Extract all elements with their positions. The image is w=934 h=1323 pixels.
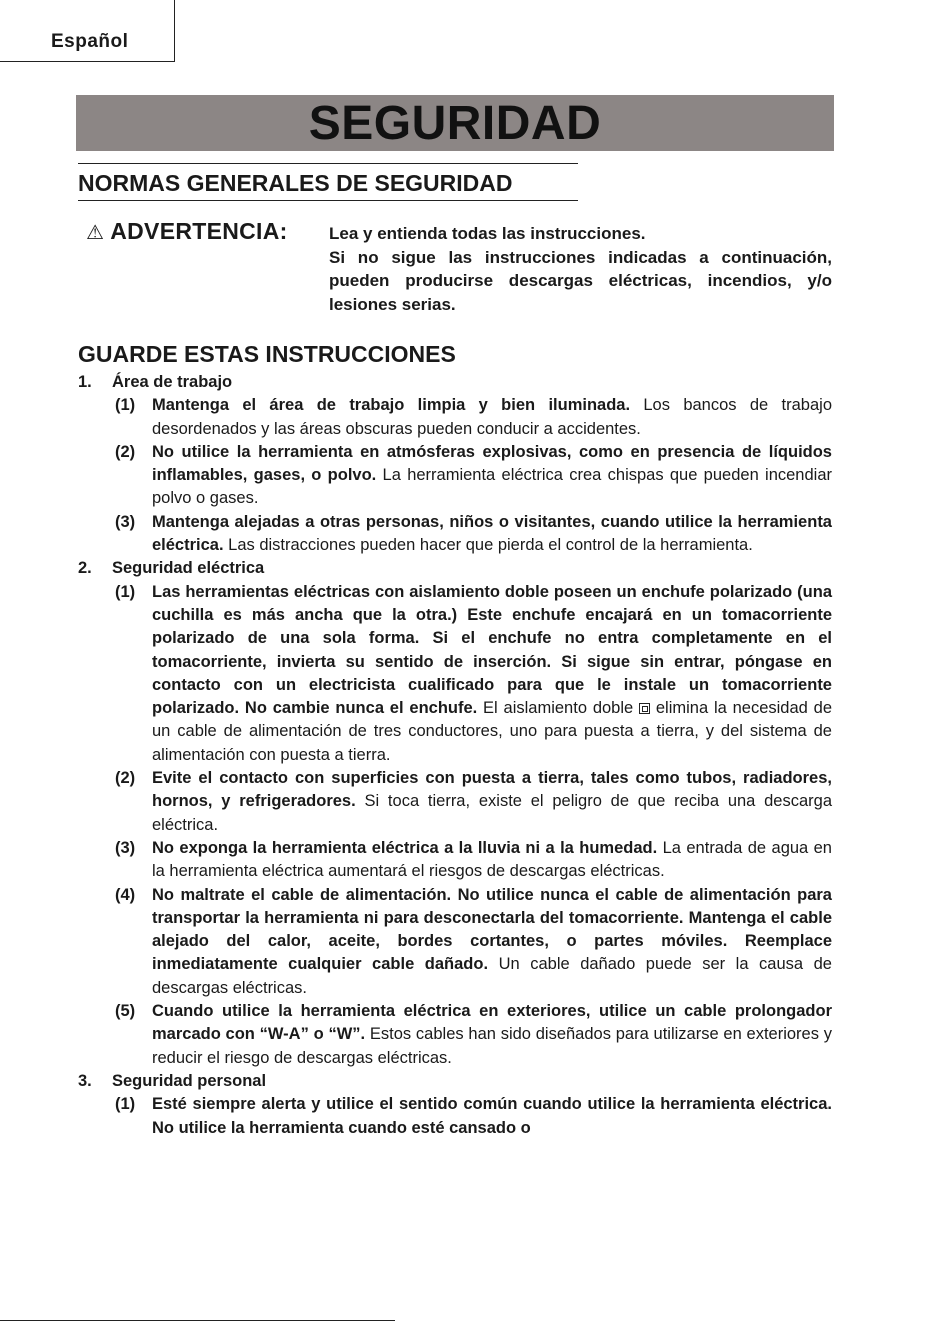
warning-label (86, 218, 288, 245)
section-number: 3. (78, 1071, 92, 1090)
warning-triangle-icon: ⚠ (86, 222, 105, 244)
warning-label-text: ADVERTENCIA: (110, 218, 288, 244)
section-label: Área de trabajo (112, 373, 233, 391)
list-item (78, 511, 832, 558)
item-text: La herramienta eléctrica crea chispas que pueden incendiar polvo o gases. (152, 466, 832, 508)
item-number: (1) (115, 396, 136, 415)
warning-line-1: Lea y entienda todas las instrucciones. (329, 224, 646, 243)
section-heading (78, 1070, 832, 1093)
language-label: Español (51, 31, 129, 52)
section-title: NORMAS GENERALES DE SEGURIDAD (78, 163, 578, 201)
item-text: Si toca tierra, existe el peligro de que reciba una descarga eléctrica. (152, 792, 832, 834)
page-banner (76, 95, 834, 151)
item-text: La entrada de agua en la herramienta eléctrica aumentará el riesgos de descargas eléctricas. (152, 838, 832, 881)
item-number: (1) (115, 1095, 136, 1114)
section-heading (78, 371, 832, 394)
list-item (78, 394, 832, 441)
footer-rule (0, 1320, 395, 1321)
item-number: (3) (115, 512, 136, 531)
list-item (78, 441, 832, 511)
item-text: Los bancos de trabajo desordenados y las áreas obscuras pueden conducir a accidentes. (152, 396, 833, 438)
item-text-after: elimina la necesidad de un cable de alimentación de tres conductores, uno para puesta a tierra, y del sistema de alimentación con puesta a tierra. (152, 699, 832, 764)
section-label: Seguridad eléctrica (112, 559, 265, 578)
item-bold-text: Cuando utilice la herramienta eléctrica en exteriores, utilice un cable prolongador marcado con “W-A” o “W”. (152, 1002, 832, 1044)
section-number: 2. (78, 559, 92, 578)
item-bold-text: No utilice la herramienta en atmósferas explosivas, como en presencia de líquidos inflamables, gases, o polvo. (152, 442, 832, 485)
item-bold-text: Las herramientas eléctricas con aislamiento doble poseen un enchufe polarizado (una cuchilla es más ancha que la otra.) Este enchufe encajará en un tomacorriente polarizado de una sola forma. Si el enchufe no entra completamente en el tomacorriente, invierta su sentido de inserción. Si sigue sin entrar, póngase en contacto con un electricista cualificado para que le instale un tomacorriente polarizado. No cambie nunca el enchufe. (152, 582, 832, 718)
item-text: Estos cables han sido diseñados para utilizarse en exteriores y reducir el riesgo de descargas eléctricas. (152, 1025, 833, 1067)
safety-list (78, 371, 832, 1140)
item-number: (1) (115, 582, 136, 601)
item-text: El aislamiento doble (477, 699, 634, 718)
item-bold-text: Evite el contacto con superficies con puesta a tierra, tales como tubos, radiadores, hornos, y refrigeradores. (152, 769, 832, 811)
list-item (78, 581, 832, 767)
item-number: (3) (115, 838, 136, 857)
list-item (78, 1000, 832, 1070)
double-insulation-icon (639, 703, 650, 714)
item-number: (2) (115, 442, 136, 461)
item-bold-text: No exponga la herramienta eléctrica a la lluvia ni a la humedad. (152, 838, 658, 857)
item-bold-text: No maltrate el cable de alimentación. No utilice nunca el cable de alimentación para transportar la herramienta ni para desconectarla del tomacorriente. Mantenga el cable alejado del calor, aceite, bordes cortantes, o partes móviles. Reemplace inmediatamente cualquier cable dañado. (152, 885, 832, 974)
banner-title: SEGURIDAD (308, 97, 602, 150)
item-bold-text: Esté siempre alerta y utilice el sentido común cuando utilice la herramienta eléctrica. No utilice la herramienta cuando esté cansado o (152, 1095, 832, 1137)
item-number: (2) (115, 769, 136, 788)
item-text: Un cable dañado puede ser la causa de descargas eléctricas. (152, 955, 832, 997)
warning-text (329, 222, 832, 316)
list-item (78, 884, 832, 1000)
list-item (78, 837, 832, 884)
warning-line-2: Si no sigue las instrucciones indicadas a continuación, pueden producirse descargas eléctricas, incendios, y/o lesiones serias. (329, 247, 832, 314)
item-text: Las distracciones pueden hacer que pierda el control de la herramienta. (223, 536, 753, 555)
list-item (78, 1093, 832, 1140)
section-heading (78, 557, 832, 580)
section-number: 1. (78, 373, 92, 391)
list-item (78, 767, 832, 837)
item-number: (4) (115, 885, 136, 904)
language-tab (0, 0, 175, 62)
item-bold-text: Mantenga alejadas a otras personas, niños o visitantes, cuando utilice la herramienta eléctrica. (152, 512, 832, 555)
save-instructions-heading: GUARDE ESTAS INSTRUCCIONES (78, 341, 456, 367)
item-number: (5) (115, 1002, 136, 1021)
section-label: Seguridad personal (112, 1071, 267, 1090)
item-bold-text: Mantenga el área de trabajo limpia y bien iluminada. (152, 396, 631, 415)
